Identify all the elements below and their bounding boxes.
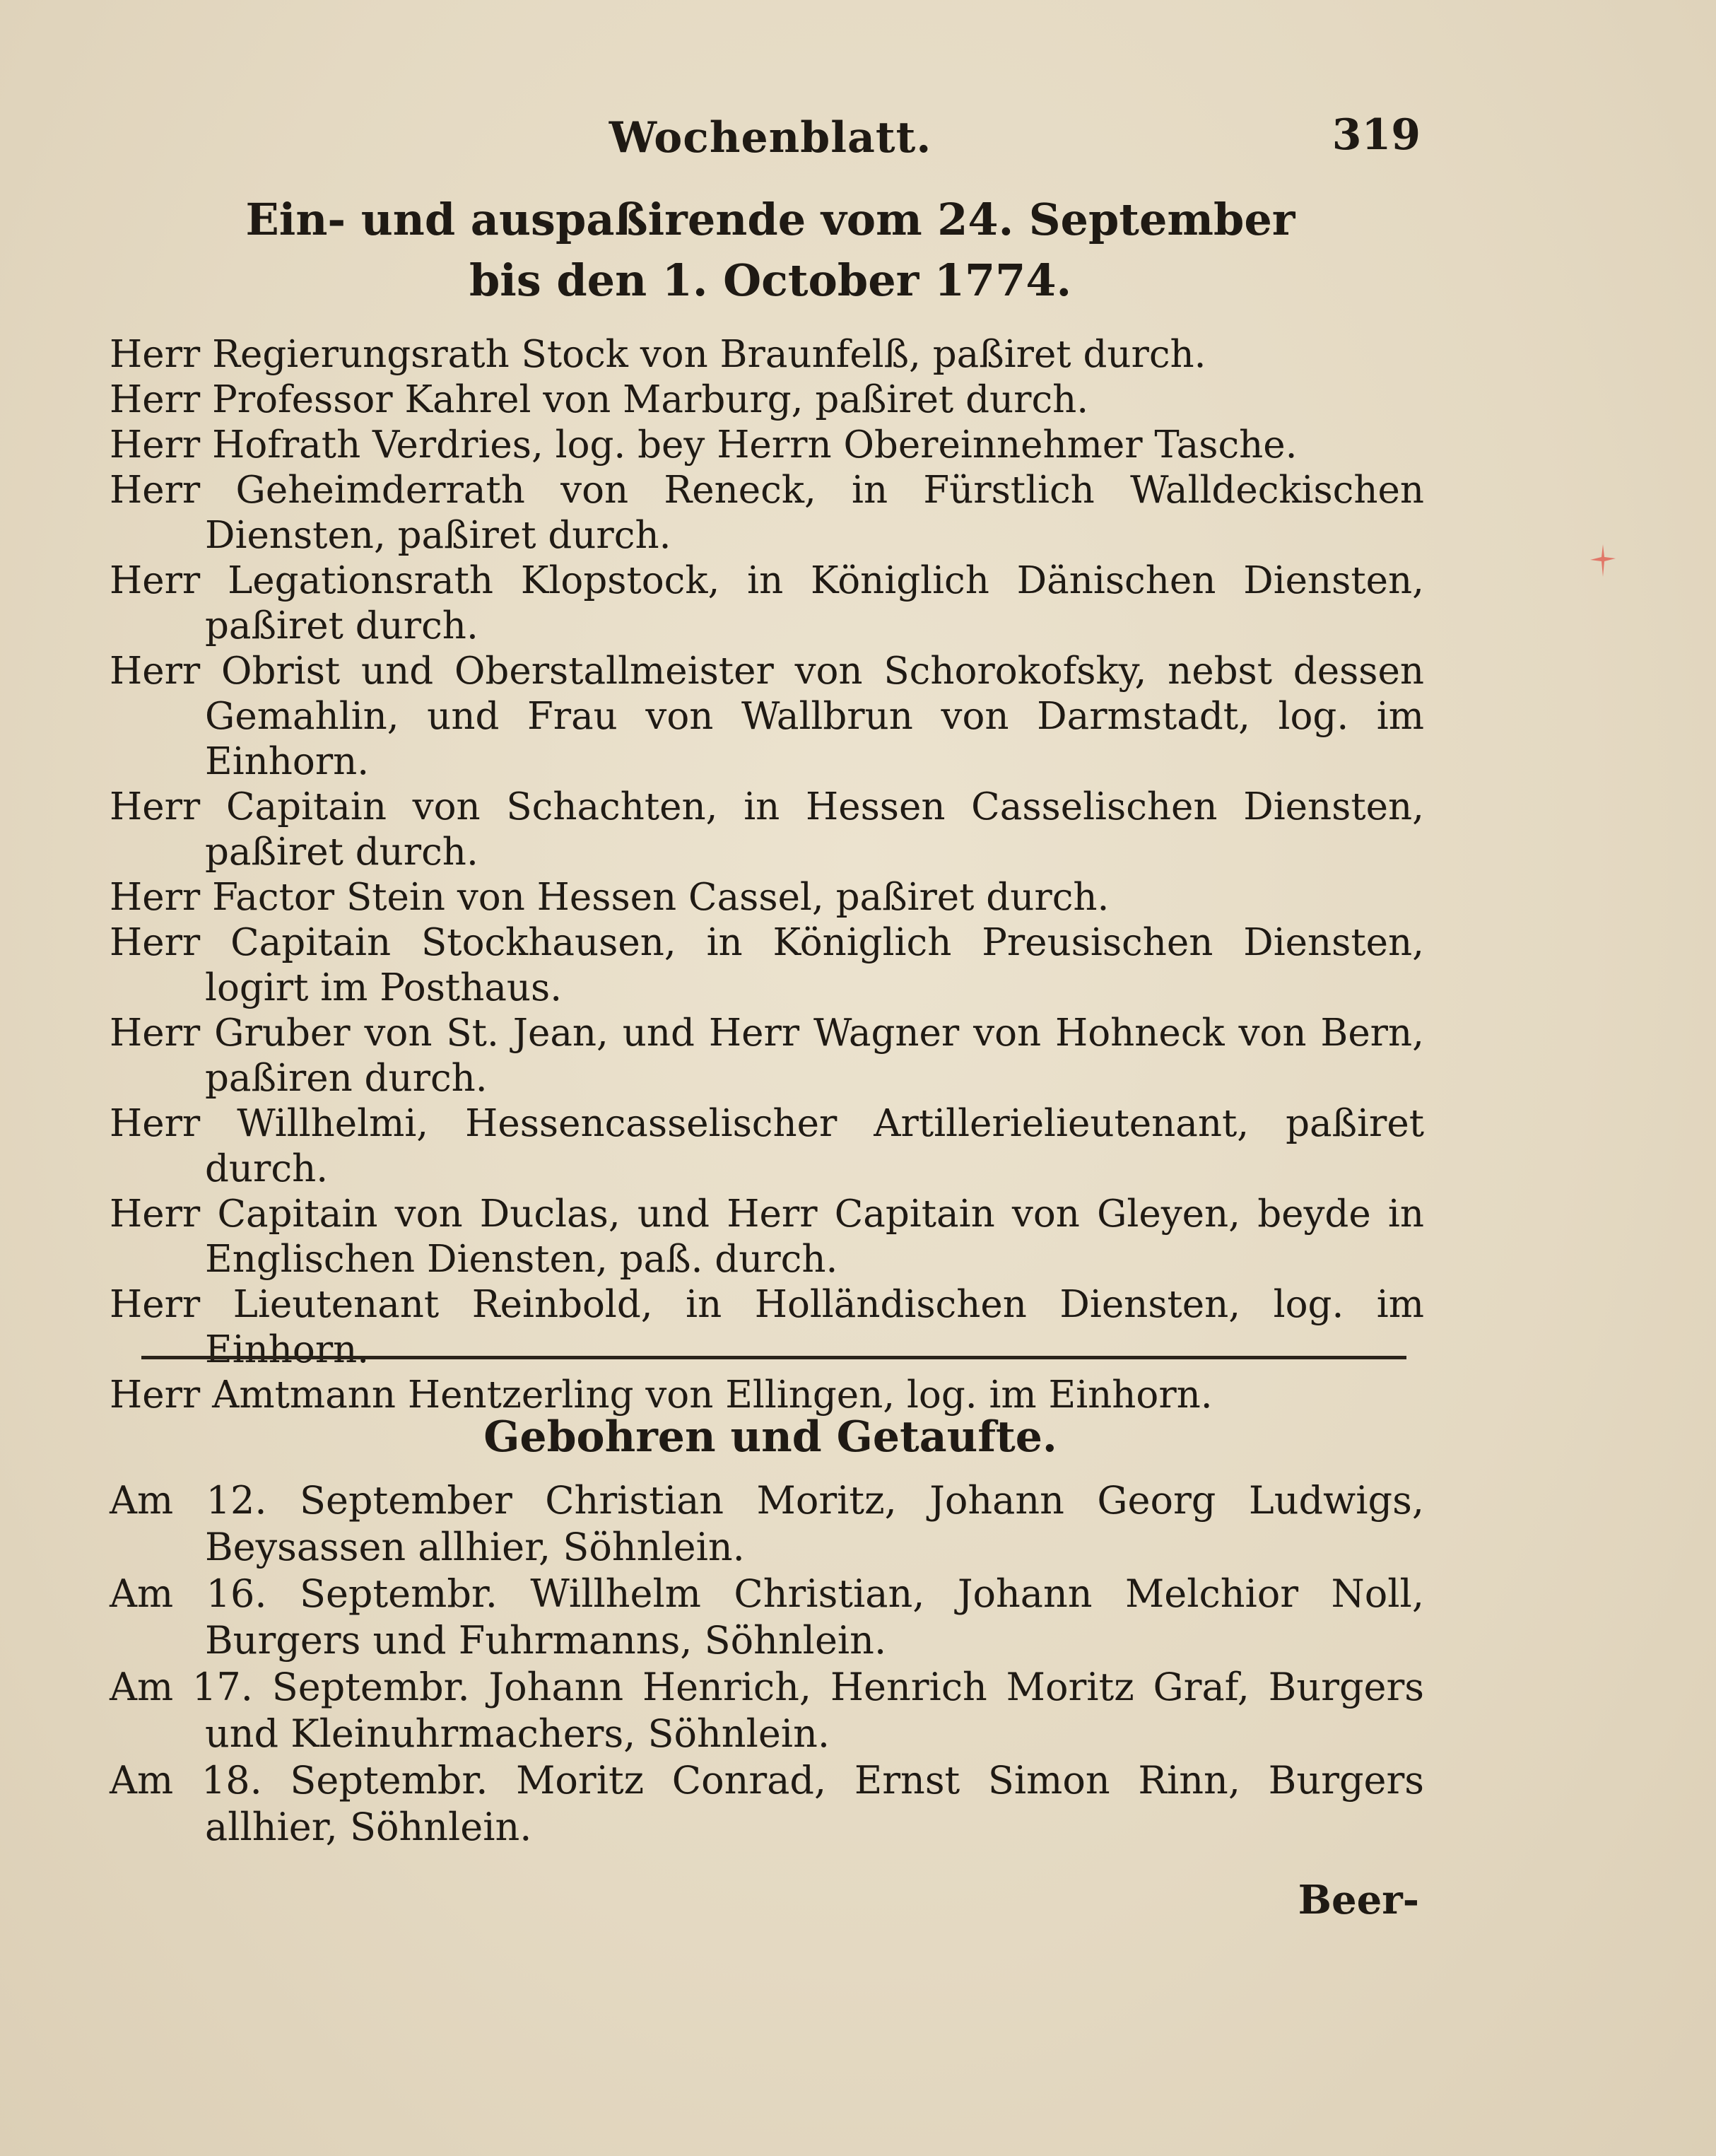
arrival-entry: Herr Lieutenant Reinbold, in Holländischen Diensten, log. im Einhorn. (110, 1283, 1424, 1371)
page-header (106, 106, 1435, 170)
arrival-entry: Herr Gruber von St. Jean, und Herr Wagner von Hohneck von Bern, paßiren durch. (110, 1012, 1424, 1100)
arrival-entry: Herr Legationsrath Klopstock, in Königlich Dänischen Diensten, paßiret durch. (110, 559, 1424, 648)
birth-entry: Am 18. Septembr. Moritz Conrad, Ernst Simon Rinn, Burgers allhier, Söhnlein. (110, 1758, 1424, 1849)
catchword: Beer- (1298, 1877, 1419, 1923)
page-number: 319 (1332, 110, 1421, 160)
arrival-entry: Herr Capitain Stockhausen, in Königlich Preusischen Diensten, logirt im Posthaus. (110, 921, 1424, 1009)
arrival-entry: Herr Capitain von Duclas, und Herr Capitain von Gleyen, beyde in Englischen Diensten, paß. durch. (110, 1193, 1424, 1281)
running-title: Wochenblatt. (609, 113, 932, 163)
arrival-entry: Herr Professor Kahrel von Marburg, paßiret durch. (110, 378, 1089, 421)
arrival-entry: Herr Willhelmi, Hessencasselischer Artillerielieutenant, paßiret durch. (110, 1102, 1424, 1190)
birth-entry: Am 12. September Christian Moritz, Johann Georg Ludwigs, Beysassen allhier, Söhnlein. (110, 1478, 1424, 1569)
births-heading: Gebohren und Getaufte. (483, 1412, 1057, 1462)
arrival-entry: Herr Hofrath Verdries, log. bey Herrn Obereinnehmer Tasche. (110, 423, 1298, 467)
section-divider (141, 1356, 1406, 1359)
arrival-entry: Herr Capitain von Schachten, in Hessen Casselischen Diensten, paßiret durch. (110, 785, 1424, 874)
arrival-entry: Herr Obrist und Oberstallmeister von Schorokofsky, nebst dessen Gemahlin, und Frau von Wallbrun von Darmstadt, log. im Einhorn. (110, 650, 1424, 783)
arrival-entry: Herr Factor Stein von Hessen Cassel, paßiret durch. (110, 876, 1110, 919)
arrival-entry: Herr Geheimderrath von Reneck, in Fürstlich Walldeckischen Diensten, paßiret durch. (110, 469, 1424, 557)
red-ink-mark-icon (1589, 543, 1617, 578)
birth-entry: Am 16. Septembr. Willhelm Christian, Johann Melchior Noll, Burgers und Fuhrmanns, Söhnlein. (110, 1571, 1424, 1663)
births-list (110, 1477, 1424, 1851)
birth-entry: Am 17. Septembr. Johann Henrich, Henrich Moritz Graf, Burgers und Kleinuhrmachers, Söhnlein. (110, 1665, 1424, 1756)
arrival-entry: Herr Amtmann Hentzerling von Ellingen, log. im Einhorn. (110, 1373, 1213, 1417)
arrival-entry: Herr Regierungsrath Stock von Braunfelß, paßiret durch. (110, 333, 1206, 376)
arrivals-list (110, 332, 1424, 1418)
arrivals-heading: Ein- und auspaßirende vom 24. September bis den 1. October 1774. (245, 194, 1295, 306)
